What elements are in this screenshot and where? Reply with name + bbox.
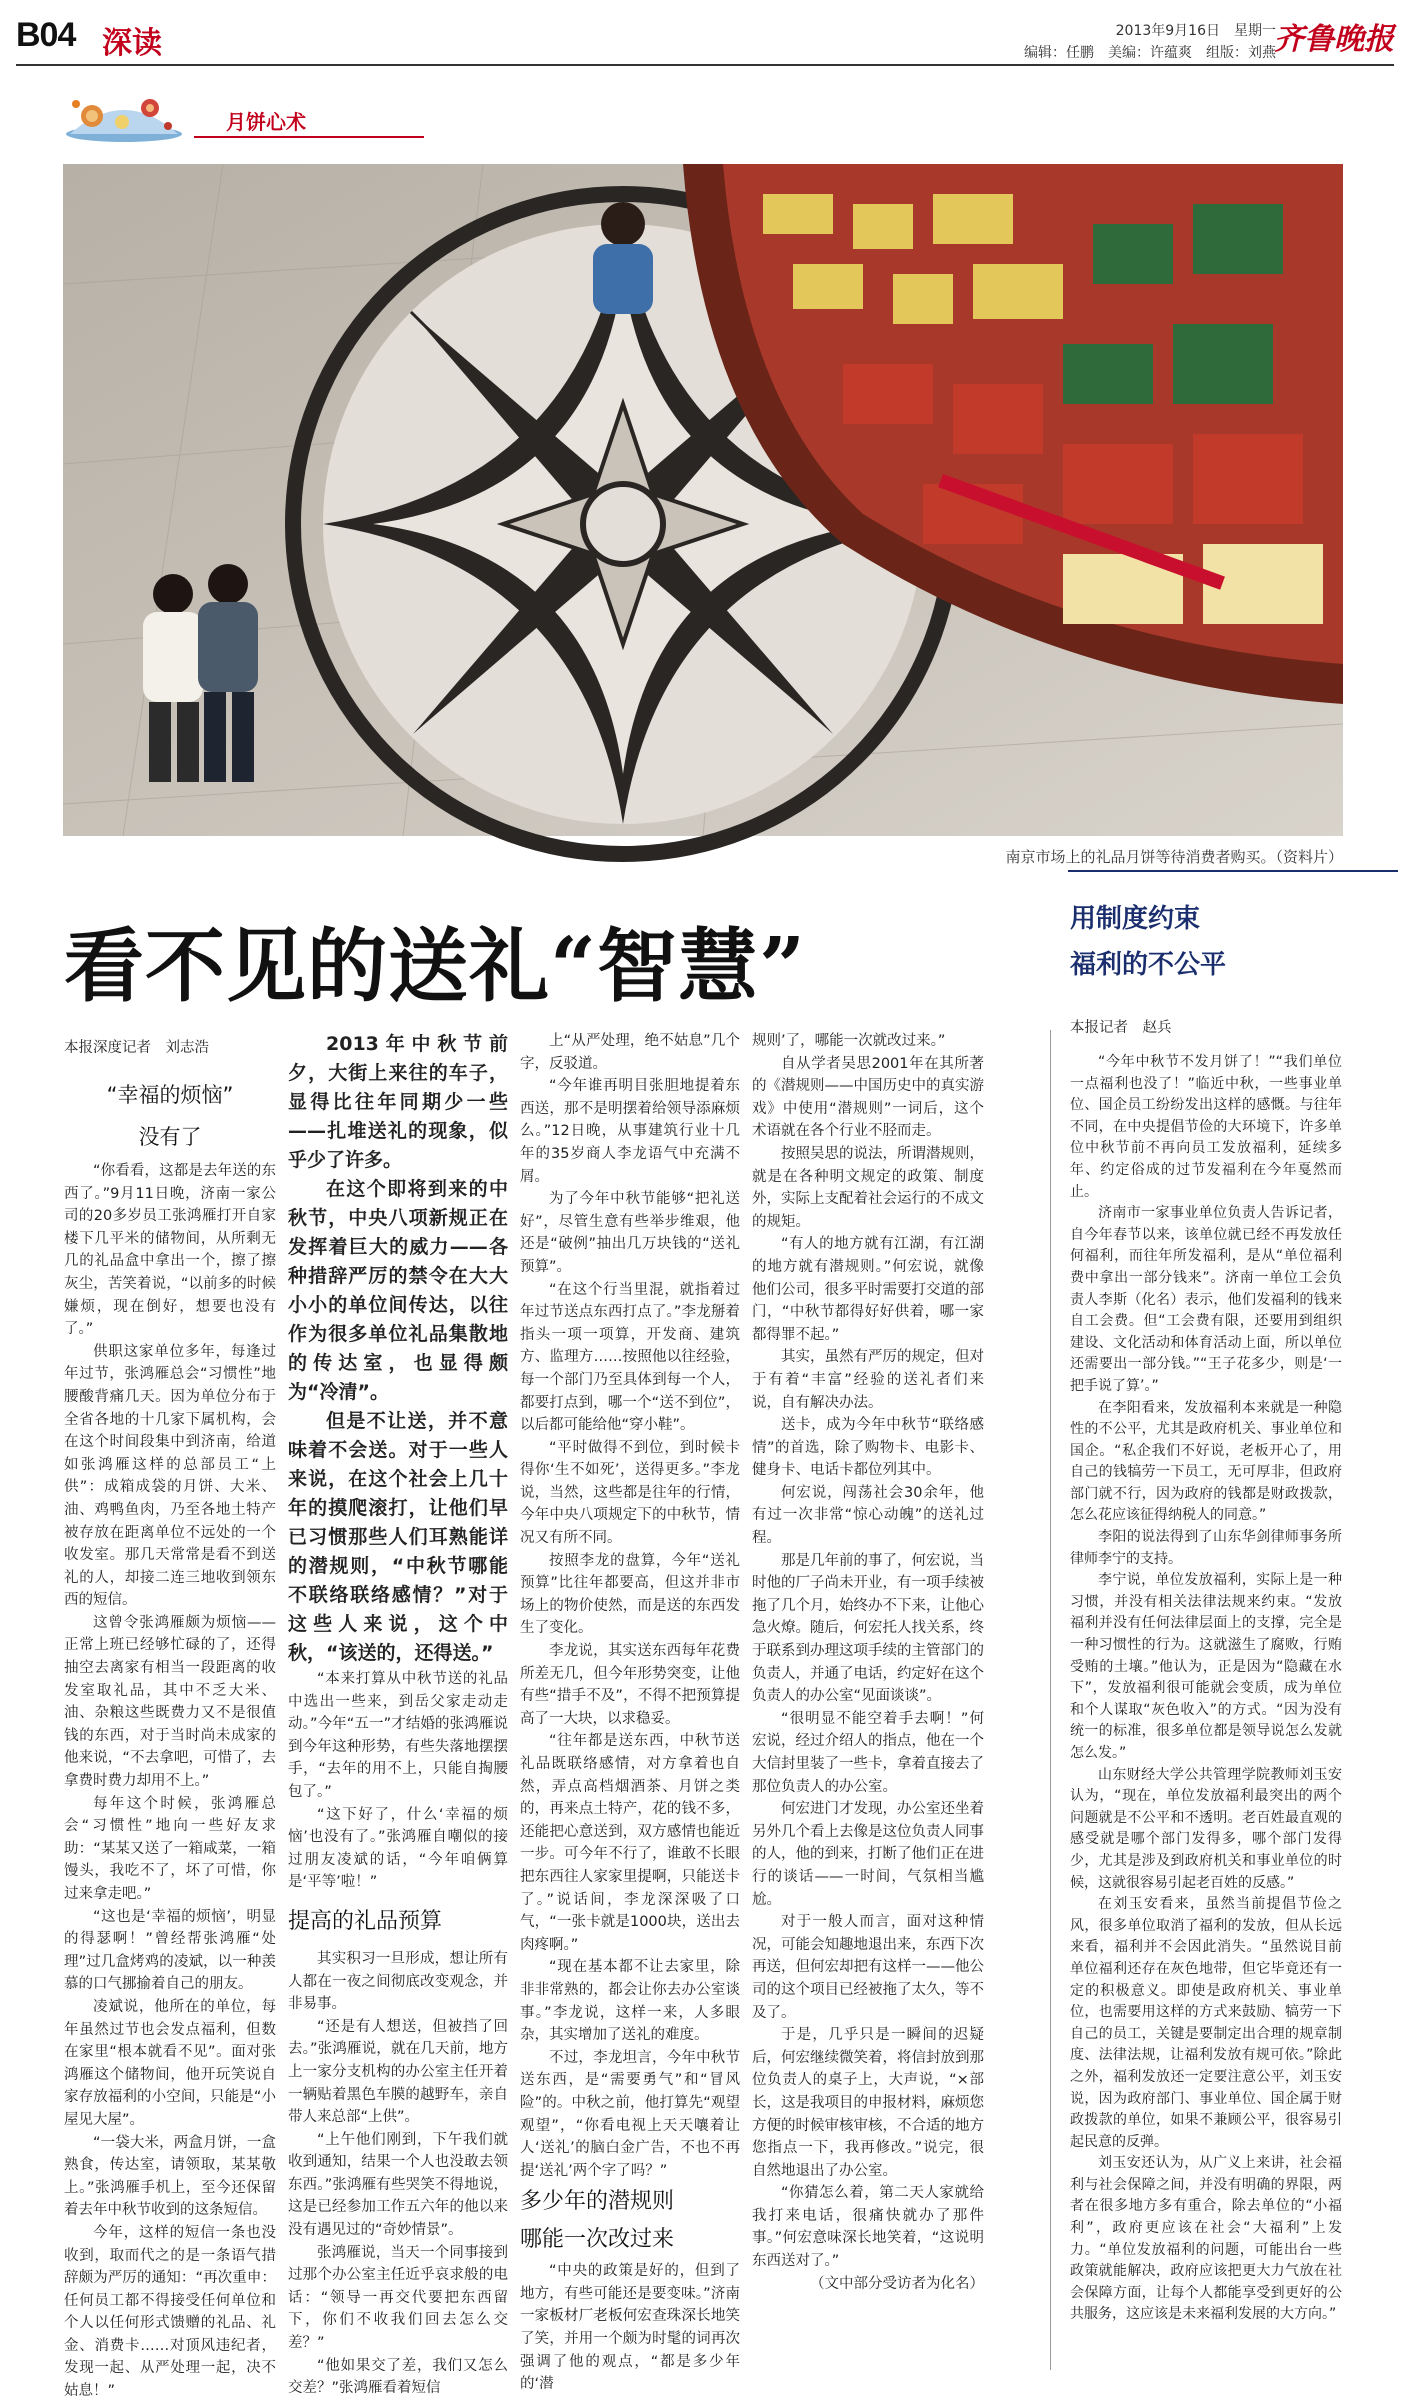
newspaper-masthead: 齐鲁晚报 (1274, 22, 1394, 57)
main-article-column-1 (64, 1070, 276, 2400)
column-divider (1050, 1030, 1051, 2370)
column-tag-label: 月饼心术 (226, 110, 306, 134)
side-article-top-rule (1068, 870, 1398, 872)
paragraph: “现在基本都不让去家里，除非非常熟的，都会让你去办公室谈事。”李龙说，这样一来，人多眼杂，其实增加了送礼的难度。 (520, 1959, 740, 2044)
paragraph: “平时做得不到位，到时候卡得你‘生不如死’，送得更多。”李龙说，当然，这些都是往年的行情，今年中央八项规定下的中秋节，情况又有所不同。 (520, 1439, 740, 1547)
column-tag (64, 92, 394, 144)
page-number: B04 (16, 16, 76, 54)
article-note: （文中部分受访者为化名） (810, 2275, 984, 2292)
paragraph: “这下好了，什么‘幸福的烦恼’也没有了。”张鸿雁自嘲似的接过朋友凌斌的话，“今年咱俩算是‘平等’啦！” (288, 1806, 508, 1891)
side-paragraph: 在李阳看来，发放福利本来就是一种隐性的不公平，尤其是政府机关、事业单位和国企。“私企我们不好说，老板开心了，用自己的钱犒劳一下员工，无可厚非，但政府部门就不行，因为政府的钱都是财政拨款，怎么花应该征得纳税人的同意。” (1070, 1399, 1342, 1524)
paragraph: 供职这家单位多年，每逢过年过节，张鸿雁总会“习惯性”地腰酸背痛几天。因为单位分布于全省各地的十几家下属机构，会在这个时间段集中到济南，给道如张鸿雁这样的总部员工“上供”：成箱成袋的月饼、大米、油、鸡鸭鱼肉，乃至各地土特产被存放在距离单位不远处的一个收发室。那几天常常是看不到送礼的人，却接二连三地收到领东西的短信。 (64, 1343, 276, 1609)
paragraph: “他如果交了差，我们又怎么交差？”张鸿雁看着短信 (288, 2357, 508, 2397)
side-paragraph: 刘玉安还认为，从广义上来讲，社会福利与社会保障之间，并没有明确的界限，两者在很多地方多有重合，除去单位的“小福利”，政府更应该在社会“大福利”上发力。“单位发放福利的问题，可能出台一些政策就能解决，政府应该把更大力气放在社会保障方面，让每个人都能享受到更好的公共服务，这应该是未来福利发展的大方向。” (1070, 2155, 1342, 2323)
paragraph: “很明显不能空着手去啊！”何宏说，经过介绍人的指点，他在一个大信封里装了一些卡，拿着直接去了那位负责人的办公室。 (752, 1710, 984, 1795)
lead-paragraph: 在这个即将到来的中秋节，中央八项新规正在发挥着巨大的威力——各种措辞严厉的禁令在大大小小的单位间传达，以往作为很多单位礼品集散地的传达室，也显得颇为“冷清”。 (288, 1178, 508, 1403)
main-byline: 本报深度记者 刘志浩 (64, 1040, 209, 1056)
paragraph: “上午他们刚到，下午我们就收到通知，结果一个人也没敢去领东西。”张鸿雁有些哭笑不得地说，这是已经参加工作五六年的他以来没有遇见过的“奇妙情景”。 (288, 2131, 508, 2239)
paragraph: “今年谁再明目张胆地提着东西送，那不是明摆着给领导添麻烦么。”12日晚，从事建筑行业十几年的35岁商人李龙语气中充满不屑。 (520, 1078, 740, 1185)
paragraph: 自从学者吴思2001年在其所著的《潜规则——中国历史中的真实游戏》中使用“潜规则”一词后，这个术语就在各个行业不胫而走。 (752, 1055, 984, 1140)
side-byline: 本报记者 赵兵 (1070, 1020, 1172, 1036)
paragraph: 为了今年中秋节能够“把礼送好”，尽管生意有些举步维艰，他还是“破例”抽出几万块钱的“送礼预算”。 (520, 1191, 740, 1275)
paragraph: “你看看，这都是去年送的东西了。”9月11日晚，济南一家公司的20多岁员工张鸿雁打开自家楼下几平米的储物间，从所剩无几的礼品盒中拿出一个，擦了擦灰尘，苦笑着说，“以前多的时候嫌烦，现在倒好，想要也没有了。” (64, 1163, 276, 1338)
side-paragraph: 济南市一家事业单位负责人告诉记者，自今年春节以来，该单位就已经不再发放任何福利，而往年所发福利，是从“单位福利费中拿出一部分钱来”。济南一单位工会负责人李斯（化名）表示，他们发福利的钱来自工会费。但“工会费有限，还要用到组织建设、文化活动和体育活动上面，所以单位还需要出一部分钱。”“王子花多少，则是‘一把手说了算’。” (1070, 1205, 1342, 1394)
paragraph: “你猜怎么着，第二天人家就给我打来电话，很痛快就办了那件事。”何宏意味深长地笑着，“这说明东西送对了。” (752, 2185, 984, 2270)
paragraph: 每年这个时候，张鸿雁总会“习惯性”地向一些好友求助：“某某又送了一箱咸菜，一箱馒头，我吃不了，坏了可惜，你过来拿走吧。” (64, 1795, 276, 1902)
paragraph: 其实积习一旦形成，想让所有人都在一夜之间彻底改变观念，并非易事。 (288, 1950, 508, 2013)
paragraph: “还是有人想送，但被挡了回去。”张鸿雁说，就在几天前，地方上一家分支机构的办公室主任开着一辆贴着黑色车膜的越野车，亲自带人来总部“上供”。 (288, 2018, 508, 2126)
subhead: 哪能一次改过来 (520, 2227, 675, 2253)
paragraph: “这也是‘幸福的烦恼’，明显的得瑟啊！”曾经帮张鸿雁“处理”过几盒烤鸡的凌斌，以一种羡慕的口气挪揄着自己的朋友。 (64, 1908, 276, 1993)
side-paragraph: 山东财经大学公共管理学院教师刘玉安认为，“现在，单位发放福利最突出的两个问题就是不公平和不透明。老百姓最直观的感受就是哪个部门发得多，哪个部门发得少，尤其是涉及到政府机关和事业单位的时候，这就很容易引起老百姓的反感。” (1070, 1766, 1342, 1891)
paragraph: “有人的地方就有江湖，有江湖的地方就有潜规则。”何宏说，就像他们公司，很多平时需要打交道的部门，“中秋节都得好好供着，哪一家都得罪不起。” (752, 1236, 984, 1343)
paragraph: 这曾令张鸿雁颇为烦恼——正常上班已经够忙碌的了，还得抽空去离家有相当一段距离的收发室取礼品，其中不乏大米、油、杂粮这些既费力又不是很值钱的东西，对于当时尚未成家的他来说，“不去拿吧，可惜了，去拿费时费力却用不上。” (64, 1614, 276, 1790)
paragraph: 对于一般人而言，面对这种情况，可能会知趣地退出来，东西下次再送，但何宏却把有这样一——他公司的这个项目已经被拖了太久，等不及了。 (752, 1914, 984, 2021)
mooncake-decoration-icon (64, 92, 182, 142)
paragraph: 今年，这样的短信一条也没收到，取而代之的是一条语气措辞颇为严厉的通知：“再次重申：任何员工都不得接受任何单位和个人以任何形式馈赠的礼品、礼金、消费卡……对顶风违纪者，发现一起、从严处理一起，决不姑息！” (64, 2224, 276, 2400)
paragraph: “在这个行当里混，就指着过年过节送点东西打点了。”李龙掰着指头一项一项算，开发商、建筑方、监理方……按照他以往经验，每一个部门乃至具体到每一个人，都要打点到，哪一个“送不到位”，以后都可能给他“穿小鞋”。 (520, 1281, 740, 1434)
side-paragraph: 李阳的说法得到了山东华剑律师事务所律师李宁的支持。 (1070, 1529, 1342, 1567)
side-headline-line-1: 用制度约束 (1070, 904, 1201, 934)
side-paragraph: 在刘玉安看来，虽然当前提倡节俭之风，很多单位取消了福利的发放，但从长远来看，福利并不会因此消失。“虽然说目前单位福利还存在灰色地带，但它毕竟还有一定的积极意义。即使是政府机关、事业单位，也需要用这样的方式来鼓励、犒劳一下自己的员工，关键是要制定出合理的规章制度、法律法规，让福利发放有规可依。”除此之外，福利发放还一定要注意公平，刘玉安说，因为政府部门、事业单位、国企属于财政拨款的单位，如果不兼顾公平，很容易引起民意的反弹。 (1070, 1896, 1342, 2150)
column-tag-rule (194, 136, 424, 138)
side-article-body (1070, 1052, 1342, 2374)
paragraph: “中央的政策是好的，但到了地方，有些可能还是要变味。”济南一家板材厂老板何宏查珠深长地笑了笑，并用一个颇为时髦的词再次强调了他的观点，“都是多少年的‘潜 (520, 2263, 740, 2393)
lead-paragraph: 2013年中秋节前夕，大街上来往的车子，显得比往年同期少一些——扎堆送礼的现象，似乎少了许多。 (288, 1033, 508, 1171)
date-line: 2013年9月16日 星期一 (1115, 23, 1276, 39)
paragraph: “一袋大米，两盒月饼，一盒熟食，传达室，请领取，某某敬上。”张鸿雁手机上，至今还保留着去年中秋节收到的这条短信。 (64, 2134, 276, 2219)
main-article-column-2 (288, 1030, 508, 2397)
subhead: 提高的礼品预算 (288, 1908, 443, 1934)
paragraph: 不过，李龙坦言，今年中秋节送东西，是“需要勇气”和“冒风险”的。中秋之前，他打算先“观望观望”，“你看电视上天天嚷着让人‘送礼’的脑白金广告，不也不再提‘送礼’两个字了吗？” (520, 2049, 740, 2179)
mall-floor-photo-illustration (63, 164, 1343, 836)
lead-paragraph: 但是不让送，并不意味着不会送。对于一些人来说，在这个社会上几十年的摸爬滚打，让他们早已习惯那些人们耳熟能详的潜规则，“中秋节哪能不联络联络感情？”对于这些人来说，这个中秋，“该送的，还得送。” (288, 1410, 508, 1664)
subhead: 没有了 (138, 1125, 202, 1149)
paragraph: 张鸿雁说，当天一个同事接到过那个办公室主任近乎哀求般的电话：“领导一再交代要把东西留下，你们不收我们回去怎么交差？” (288, 2244, 508, 2352)
subhead: “幸福的烦恼” (106, 1083, 234, 1107)
paragraph: 规则’了，哪能一次就改过来。” (752, 1033, 946, 1049)
paragraph: 按照李龙的盘算，今年“送礼预算”比往年都要高，但这并非市场上的物价使然，而是送的东西发生了变化。 (520, 1552, 740, 1637)
side-headline-line-2: 福利的不公平 (1070, 950, 1227, 980)
main-article-column-4 (752, 1030, 984, 2374)
main-headline: 看不见的送礼“智慧” (64, 919, 807, 1013)
paragraph: 凌斌说，他所在的单位，每年虽然过节也会发点福利，但数在家里“根本就看不见”。面对张鸿雁这个储物间，他开玩笑说自家存放福利的小空间，只能是“小屋见大屋”。 (64, 1998, 276, 2128)
paragraph: 送卡，成为今年中秋节“联络感情”的首选，除了购物卡、电影卡、健身卡、电话卡都位列其中。 (752, 1417, 984, 1479)
main-article-column-3 (520, 1030, 740, 2393)
paragraph: 何宏说，闯荡社会30余年，他有过一次非常“惊心动魄”的送礼过程。 (752, 1484, 984, 1547)
paragraph: 李龙说，其实送东西每年花费所差无几，但今年形势突变，让他有些“措手不及”，不得不把预算提高了一大块，以求稳妥。 (520, 1643, 740, 1727)
paragraph: 其实，虽然有严厉的规定，但对于有着“丰富”经验的送礼者们来说，自有解决办法。 (752, 1349, 984, 1411)
paragraph: 上“从严处理，绝不姑息”几个字，反驳道。 (520, 1033, 740, 1072)
photo-caption: 南京市场上的礼品月饼等待消费者购买。（资料片） (1005, 848, 1343, 866)
lead-photo (63, 164, 1343, 836)
paragraph: “往年都是送东西，中秋节送礼品既联络感情，对方拿着也自然，弄点高档烟酒茶、月饼之类的，再来点土特产，花的钱不多，还能把心意送到，双方感情也能近一步。可今年不行了，谁敢不长眼把东西往人家家里提啊，只能送卡了。”说话间，李龙深深吸了口气，“一张卡就是1000块，送出去肉疼啊。” (520, 1733, 740, 1953)
header-rule (16, 64, 1394, 66)
paragraph: 那是几年前的事了，何宏说，当时他的厂子尚未开业，有一项手续被拖了几个月，始终办不下来，让他心急火燎。随后，何宏托人找关系，终于联系到办理这项手续的主管部门的负责人，并通了电话，约定好在这个负责人的办公室“见面谈谈”。 (752, 1552, 984, 1705)
paragraph: 于是，几乎只是一瞬间的迟疑后，何宏继续微笑着，将信封放到那位负责人的桌子上，大声说，“×部长，这是我项目的申报材料，麻烦您方便的时候审核审核，不合适的地方您指点一下，我再修改。”说完，很自然地退出了办公室。 (752, 2027, 984, 2179)
subhead: 多少年的潜规则 (520, 2189, 675, 2215)
paragraph: “本来打算从中秋节送的礼品中选出一些来，到岳父家走动走动。”今年“五一”才结婚的张鸿雁说到今年这种形势，有些失落地摆摆手，“去年的用不上，只能自掏腰包了。” (288, 1671, 508, 1800)
paragraph: 按照吴思的说法，所谓潜规则，就是在各种明文规定的政策、制度外，实际上支配着社会运行的不成文的规矩。 (752, 1145, 984, 1230)
side-headline (1070, 896, 1226, 988)
side-paragraph: “今年中秋节不发月饼了！”“我们单位一点福利也没了！”临近中秋，一些事业单位、国企员工纷纷发出这样的感慨。与往年不同，在中央提倡节俭的大环境下，许多单位中秋节前不再向员工发放福利，延续多年、约定俗成的过节发福利在今年戛然而止。 (1070, 1054, 1342, 1200)
section-name: 深读 (102, 26, 162, 61)
editors-line: 编辑：任鹏 美编：许蕴爽 组版：刘燕 (1024, 45, 1276, 61)
page-header (16, 12, 1394, 64)
side-paragraph: 李宁说，单位发放福利，实际上是一种习惯，并没有相关法律法规来约束。“发放福利并没有任何法律层面上的支撑，完全是一种习惯性的行为。这就滋生了腐败，行贿受贿的土壤。”他认为，正是因为“隐藏在水下”，发放福利很可能就会变质，成为单位和个人谋取“灰色收入”的方式。“因为没有统一的标准，很多单位都是领导说怎么发就怎么发。” (1070, 1572, 1342, 1761)
paragraph: 何宏进门才发现，办公室还坐着另外几个看上去像是这位负责人同事的人，他的到来，打断了他们正在进行的谈话——一时间，气氛相当尴尬。 (752, 1801, 984, 1908)
